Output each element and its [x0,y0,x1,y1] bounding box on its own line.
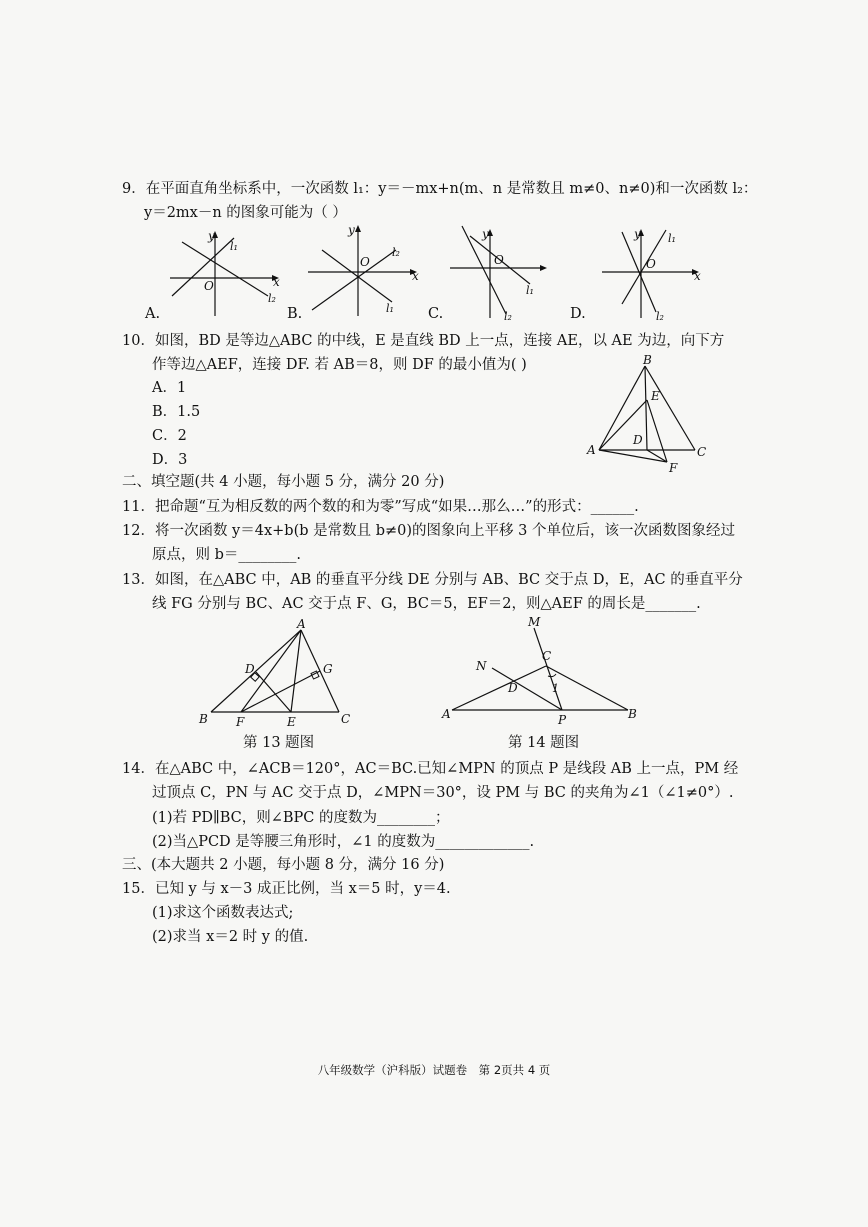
q10-option-c[interactable]: C．2 [152,428,187,444]
page-footer: 八年级数学（沪科版）试题卷 第 2页共 4 页 [317,1063,551,1077]
q13-line1: 13．如图，在△ABC 中，AB 的垂直平分线 DE 分别与 AB、BC 交于点 D，E，AC 的垂直平分 [122,572,743,588]
point-label-a: A [587,443,596,457]
point-label-b: B [628,707,637,721]
line-label-l1: l₁ [386,302,394,315]
q9-option-b[interactable]: B. [287,306,303,322]
q10-figure [585,352,715,477]
q10-option-b[interactable]: B．1.5 [152,404,201,420]
q15-line1: 15．已知 y 与 x－3 成正比例，当 x＝5 时，y＝4. [122,881,451,897]
q9-option-c[interactable]: C. [428,306,444,322]
q10-option-a[interactable]: A．1 [152,380,187,396]
line-label-l1: l₁ [526,284,534,297]
q9-option-d[interactable]: D. [570,306,586,322]
line-label-l2: l₂ [656,310,664,322]
axis-label-y: y [482,227,489,241]
point-label-d: D [245,662,255,676]
point-label-c: C [341,712,351,726]
point-label-e: E [287,715,296,728]
point-label-d: D [633,433,643,447]
q11-text: 11．把命题“互为相反数的两个数的和为零”写成“如果…那么…”的形式：______. [122,499,639,515]
line-label-l1: l₁ [230,240,238,253]
q15-part2: (2)求当 x＝2 时 y 的值. [152,929,309,945]
point-label-e: E [651,389,660,403]
origin-label: O [204,279,214,293]
angle-label-1: 1 [552,682,559,695]
point-label-g: G [323,662,333,676]
section-2-heading: 二、填空题(共 4 小题，每小题 5 分，满分 20 分) [122,474,445,490]
q14-line2: 过顶点 C，PN 与 AC 交于点 D，∠MPN＝30°，设 PM 与 BC 的夹角为∠1（∠1≠0°）. [152,785,734,801]
q13-line2: 线 FG 分别与 BC、AC 交于点 F、G，BC＝5，EF＝2，则△AEF 的周长是_______. [152,596,701,612]
q13-figure [195,616,365,728]
axis-label-x: x [694,269,701,283]
axis-label-y: y [208,229,215,243]
line-label-l2: l₂ [268,292,276,305]
origin-label: O [646,257,656,271]
q14-part1: (1)若 PD∥BC，则∠BPC 的度数为________； [152,810,450,826]
line-label-l2: l₂ [504,310,512,322]
axis-label-x: x [273,275,280,289]
q9-line2: y＝2mx－n 的图象可能为（ ） [144,205,347,221]
origin-label: O [494,253,504,267]
q14-figure [440,612,650,730]
q14-line1: 14．在△ABC 中，∠ACB＝120°，AC＝BC.已知∠MPN 的顶点 P 是线段 AB 上一点，PM 经 [122,761,739,777]
point-label-m: M [528,615,541,629]
point-label-b: B [643,353,652,367]
point-label-a: A [442,707,451,721]
q9-graph-c [448,222,558,322]
axis-label-y: y [348,223,355,237]
line-label-l1: l₁ [668,232,676,245]
point-label-f: F [236,715,245,728]
q9-option-a[interactable]: A. [145,306,161,322]
q9-graph-d [598,222,708,322]
axis-label-x: x [412,269,419,283]
q14-part2: (2)当△PCD 是等腰三角形时，∠1 的度数为_____________. [152,834,535,850]
line-label-l2: l₂ [392,246,400,259]
q9-graph-a [160,228,290,318]
axis-label-y: y [634,227,641,241]
q9-graph-b [300,222,430,318]
q10-line1: 10．如图，BD 是等边△ABC 的中线，E 是直线 BD 上一点，连接 AE，以 AE 为边，向下方 [122,333,725,349]
q13-figure-caption: 第 13 题图 [243,735,315,751]
point-label-b: B [199,712,208,726]
point-label-c: C [542,649,552,663]
q9-line1: 9．在平面直角坐标系中，一次函数 l₁：y＝－mx+n(m、n 是常数且 m≠0、n≠0)和一次函数 l₂： [122,181,758,197]
point-label-c: C [697,445,707,459]
q12-line2: 原点，则 b＝________. [152,547,301,563]
point-label-a: A [297,617,306,631]
q10-line2: 作等边△AEF，连接 DF. 若 AB＝8，则 DF 的最小值为( ) [152,357,527,373]
q15-part1: (1)求这个函数表达式; [152,905,294,921]
q14-figure-caption: 第 14 题图 [508,735,580,751]
point-label-d: D [508,681,518,695]
point-label-f: F [669,461,678,475]
point-label-p: P [558,713,567,727]
q12-line1: 12．将一次函数 y＝4x+b(b 是常数且 b≠0)的图象向上平移 3 个单位后，该一次函数图象经过 [122,523,735,539]
origin-label: O [360,255,370,269]
q10-option-d[interactable]: D．3 [152,452,188,468]
point-label-n: N [476,659,487,673]
section-3-heading: 三、(本大题共 2 小题，每小题 8 分，满分 16 分) [122,857,445,873]
